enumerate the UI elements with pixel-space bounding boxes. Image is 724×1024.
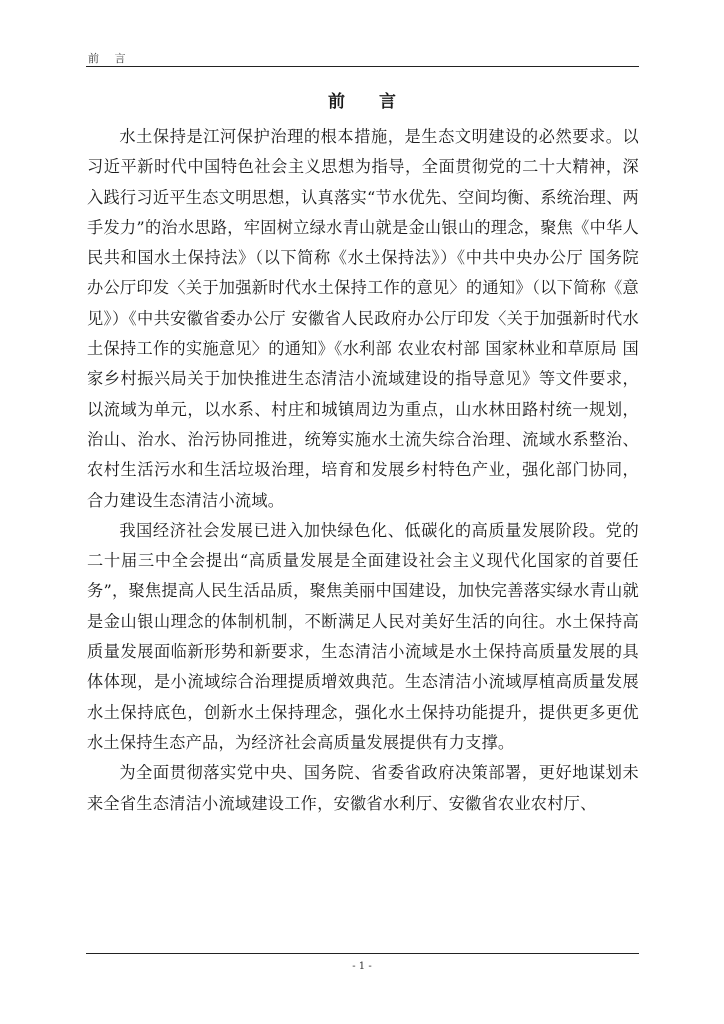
page-title: 前 言 [328, 92, 410, 112]
page-number: - 1 - [352, 961, 372, 972]
running-header: 前 言 [88, 52, 132, 65]
paragraph-3: 为全面贯彻落实党中央、国务院、省委省政府决策部署，更好地谋划未来全省生态清洁小流域建设工作，安徽省水利厅、安徽省农业农村厅、 [87, 763, 639, 813]
header-divider [86, 66, 639, 67]
paragraph-2: 我国经济社会发展已进入加快绿色化、低碳化的高质量发展阶段。党的二十届三中全会提出“高质量发展是全面建设社会主义现代化国家的首要任务”，聚焦提高人民生活品质，聚焦美丽中国建设，加快完善落实绿水青山就是金山银山理念的体制机制，不断满足人民对美好生活的向往。水土保持高质量发展面临新形势和新要求，生态清洁小流域是水土保持高质量发展的具体体现，是小流域综合治理提质增效典范。生态清洁小流域厚植高质量发展水土保持底色，创新水土保持理念，强化水土保持功能提升，提供更多更优水土保持生态产品，为经济社会高质量发展提供有力支撑。 [87, 520, 639, 752]
body-text [87, 122, 639, 819]
paragraph-1: 水土保持是江河保护治理的根本措施，是生态文明建设的必然要求。以习近平新时代中国特色社会主义思想为指导，全面贯彻党的二十大精神，深入践行习近平生态文明思想，认真落实“节水优先、空间均衡、系统治理、两手发力”的治水思路，牢固树立绿水青山就是金山银山的理念，聚焦《中华人民共和国水土保持法》（以下简称《水土保持法》）《中共中央办公厅 国务院办公厅印发〈关于加强新时代水土保持工作的意见〉的通知》（以下简称《意见》）《中共安徽省委办公厅 安徽省人民政府办公厅印发〈关于加强新时代水土保持工作的实施意见〉的通知》《水利部 农业农村部 国家林业和草原局 国家乡村振兴局关于加快推进生态清洁小流域建设的指导意见》等文件要求，以流域为单元，以水系、村庄和城镇周边为重点，山水林田路村统一规划，治山、治水、治污协同推进，统筹实施水土流失综合治理、流域水系整治、农村生活污水和生活垃圾治理，培育和发展乡村特色产业，强化部门协同，合力建设生态清洁小流域。 [87, 127, 639, 510]
footer-divider [86, 953, 639, 954]
